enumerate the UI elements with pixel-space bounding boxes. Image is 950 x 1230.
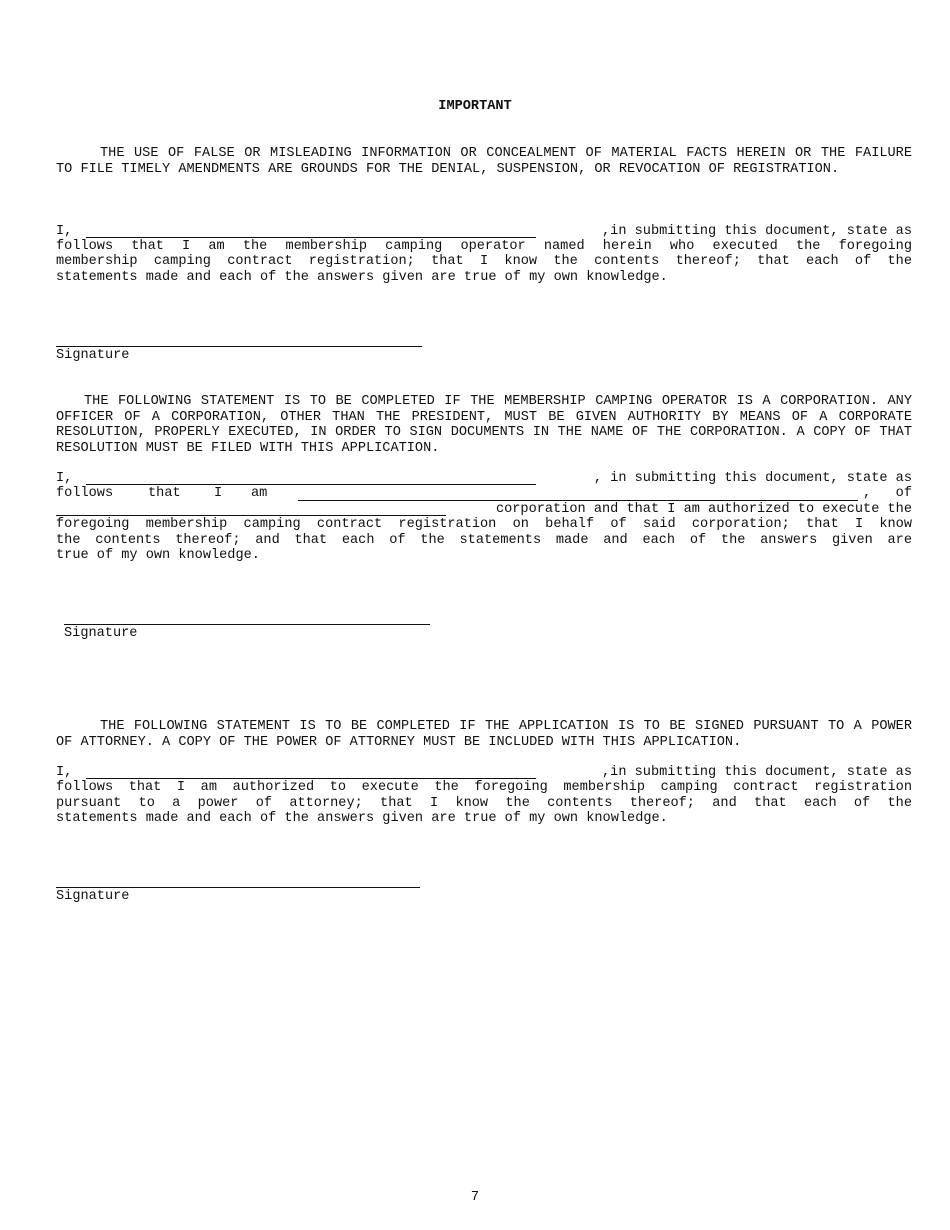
poa-line1-tail: ,in submitting this document, state as bbox=[602, 765, 912, 780]
corporation-line3-tail: corporation and that I am authorized to execute the bbox=[495, 502, 912, 517]
corporation-line5: the contents thereof; and that each of the statements made and each of the answers given are bbox=[56, 533, 912, 548]
operator-line3: membership camping contract registration; that I know the contents thereof; that each of the bbox=[56, 254, 912, 269]
corporation-signature-line[interactable] bbox=[64, 624, 430, 625]
warning-paragraph: THE USE OF FALSE OR MISLEADING INFORMATION OR CONCEALMENT OF MATERIAL FACTS HEREIN OR THE FAILURE TO FILE TIMELY AMENDMENTS ARE GROUNDS FOR THE DENIAL, SUSPENSION, OR REVOCATION OF REGISTRATION. bbox=[56, 146, 912, 177]
operator-signature-label: Signature bbox=[56, 348, 130, 363]
corporation-line2-tail: , of bbox=[863, 486, 912, 501]
poa-line3: pursuant to a power of attorney; that I know the contents thereof; and that each of the bbox=[56, 796, 912, 811]
corporation-intro: THE FOLLOWING STATEMENT IS TO BE COMPLETED IF THE MEMBERSHIP CAMPING OPERATOR IS A CORPORATION. ANY OFFICER OF A CORPORATION, OTHER THAN THE PRESIDENT, MUST BE GIVEN AUTHORITY BY MEANS OF A CORPORATE RESOLUTION, PROPERLY EXECUTED, IN ORDER TO SIGN DOCUMENTS IN THE NAME OF THE CORPORATION. A COPY OF THAT RESOLUTION MUST BE FILED WITH THIS APPLICATION. bbox=[56, 394, 912, 456]
corporation-word-follows: follows bbox=[56, 486, 114, 501]
poa-line4: statements made and each of the answers given are true of my own knowledge. bbox=[56, 811, 668, 826]
operator-i: I, bbox=[56, 224, 73, 239]
poa-signature-line[interactable] bbox=[56, 887, 420, 888]
poa-intro: THE FOLLOWING STATEMENT IS TO BE COMPLETED IF THE APPLICATION IS TO BE SIGNED PURSUANT TO A POWER OF ATTORNEY. A COPY OF THE POWER OF ATTORNEY MUST BE INCLUDED WITH THIS APPLICATION. bbox=[56, 719, 912, 750]
operator-signature-line[interactable] bbox=[56, 346, 422, 347]
corporation-line6: true of my own knowledge. bbox=[56, 548, 260, 563]
corporation-word-that: that bbox=[148, 486, 181, 501]
page-title: IMPORTANT bbox=[438, 99, 512, 114]
corporation-line1-tail: , in submitting this document, state as bbox=[593, 471, 912, 486]
corporation-word-am: am bbox=[251, 486, 268, 501]
poa-i: I, bbox=[56, 765, 73, 780]
operator-line2: follows that I am the membership camping operator named herein who executed the foregoing bbox=[56, 239, 912, 254]
poa-name-line[interactable] bbox=[86, 778, 536, 779]
operator-line1-tail: ,in submitting this document, state as bbox=[602, 224, 912, 239]
page-number: 7 bbox=[470, 1190, 480, 1205]
corporation-name-line[interactable] bbox=[56, 515, 446, 516]
corporation-line4: foregoing membership camping contract registration on behalf of said corporation; that I know bbox=[56, 517, 912, 532]
corporation-title-line[interactable] bbox=[298, 500, 858, 501]
poa-signature-label: Signature bbox=[56, 889, 130, 904]
operator-line4: statements made and each of the answers given are true of my own knowledge. bbox=[56, 270, 668, 285]
poa-line2: follows that I am authorized to execute the foregoing membership camping contract registration bbox=[56, 780, 912, 795]
corporation-word-i: I bbox=[214, 486, 223, 501]
corporation-officer-name-line[interactable] bbox=[86, 484, 536, 485]
corporation-i: I, bbox=[56, 471, 73, 486]
operator-name-line[interactable] bbox=[86, 237, 536, 238]
corporation-signature-label: Signature bbox=[64, 626, 138, 641]
